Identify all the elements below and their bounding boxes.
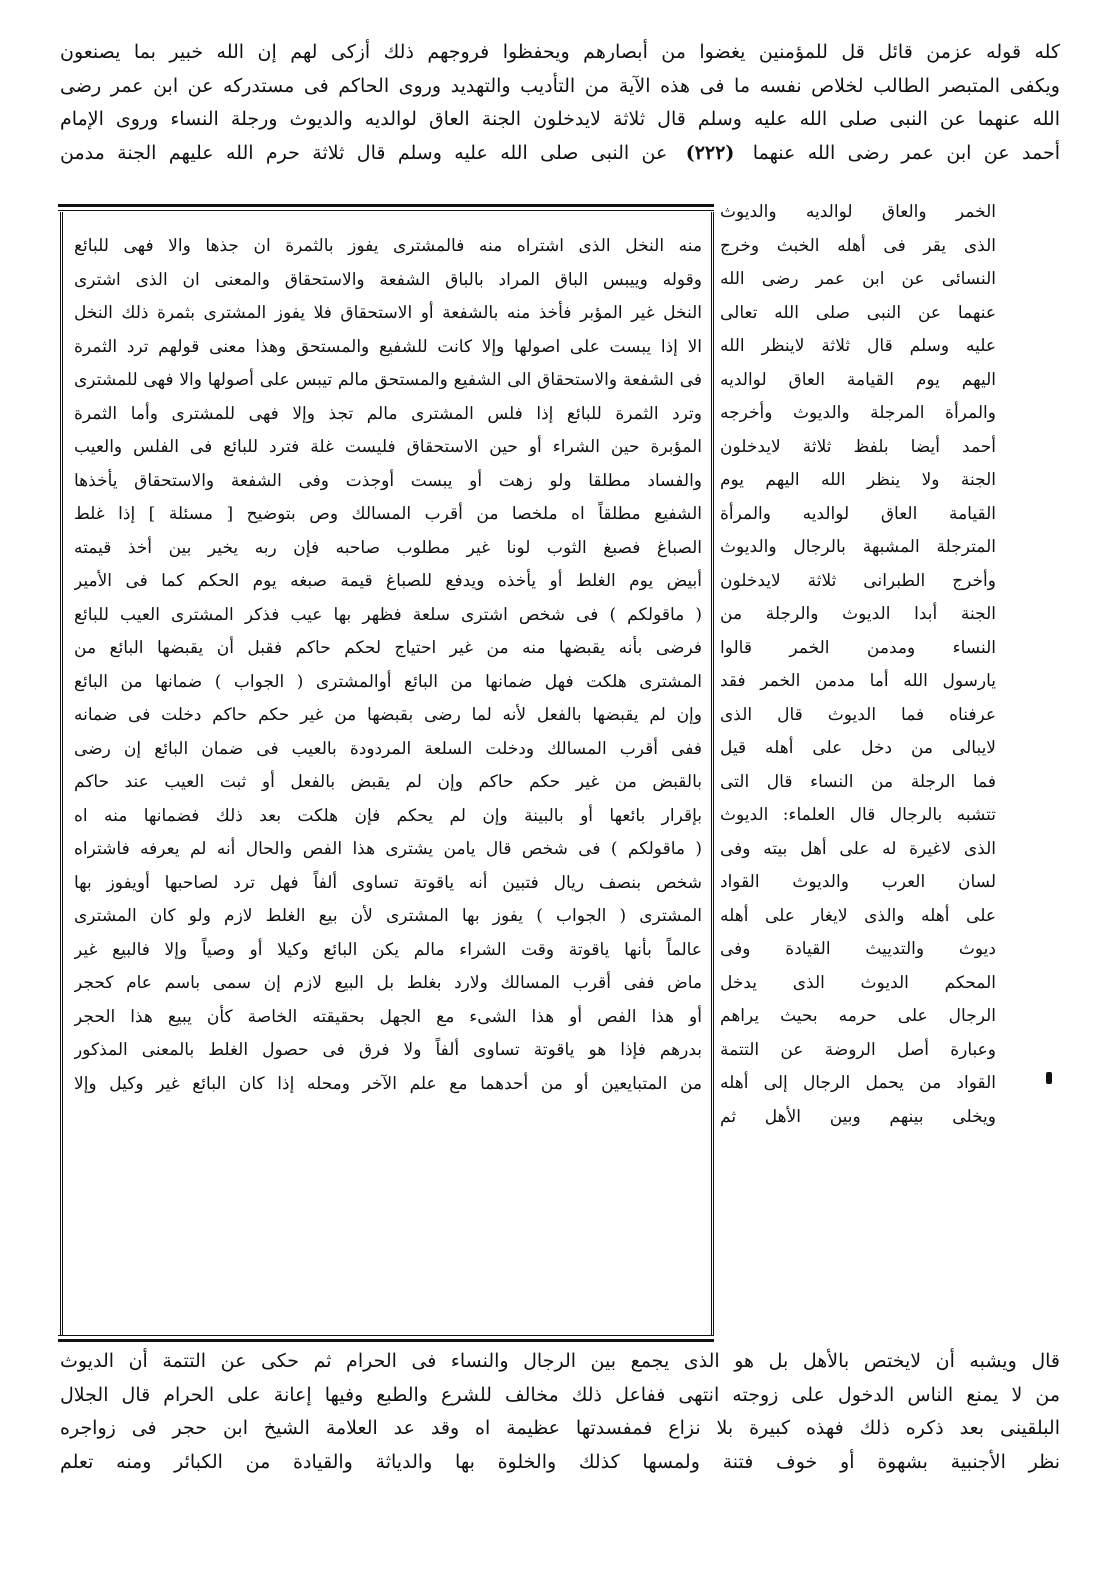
text-line: ويكفى المتبصر الطالب لخلاص نفسه ما فى هذه الآية من التأديب والتهديد وروى الحاكم فى مستدركه عن ابن عمر رضى bbox=[60, 74, 1060, 97]
commentary-line: فرضى بأنه يقبضها منه من غير احتياج لحكم حاكم فقبل أن يقبضها البائع من bbox=[74, 638, 702, 658]
commentary-line: فى الشفعة والاستحقاق الى الشفيع والمستحق مالم تيبس على أصولها والا فهى للمشترى bbox=[74, 370, 702, 390]
side-line: على أهله والذى لايغار على أهله bbox=[720, 905, 996, 926]
side-line: يارسول الله أما مدمن الخمر فقد bbox=[720, 671, 996, 691]
side-line: اليهم يوم القيامة العاق لوالديه bbox=[720, 369, 996, 390]
commentary-line: وقوله وييبس الباق المراد بالباق الشفعة والاستحقاق والمعنى ان الذى اشترى bbox=[74, 269, 702, 290]
side-line: تتشبه بالرجال قال العلماء: الديوث bbox=[720, 805, 996, 825]
side-line: ويخلى بينهم وبين الأهل ثم bbox=[720, 1106, 996, 1127]
commentary-line: النخل غير المؤبر فأخذ منه بالشفعة أو الاستحقاق فلا يفوز المشترى بثمرة ذلك النخل bbox=[74, 303, 702, 323]
page-number: (٢٢٢) bbox=[685, 141, 735, 164]
box-bottom-rule bbox=[58, 1339, 714, 1342]
side-line: وأخرج الطبرانى ثلاثة لايدخلون bbox=[720, 570, 996, 591]
text-line: البلقينى بعد ذكره ذلك فهذه كبيرة بلا نزاع فمفسدتها عظيمة اه وقد عد العلامة الشيخ ابن حجر فى زواجره bbox=[60, 1417, 1060, 1439]
commentary-line: بالقبض من غير حكم حاكم وإن لم يقبض بالفعل أو ثبت العيب عند حاكم bbox=[74, 772, 702, 792]
top-paragraph bbox=[60, 36, 1060, 170]
side-line: المترجلة المشبهة بالرجال والديوث bbox=[720, 537, 996, 557]
side-line: وعبارة أصل الروضة عن التتمة bbox=[720, 1039, 996, 1060]
side-line: الجنة أبدا الديوث والرجلة من bbox=[720, 604, 996, 624]
text-segment: عن النبى صلى الله عليه وسلم قال ثلاثة حرم الله عليهم الجنة مدمن bbox=[60, 141, 668, 164]
commentary-line: المشترى هلكت فهل ضمانها من البائع أوالمشترى ( الجواب ) ضمانها من البائع bbox=[74, 671, 702, 692]
text-line: قال ويشبه أن لايختص بالأهل بل هو الذى يجمع بين الرجال والنساء فى الحرام ثم حكى عن التتمة أن الديوث bbox=[60, 1350, 1060, 1372]
commentary-line: ( ماقولكم ) فى شخص اشترى سلعة فظهر بها عيب فذكر المشترى العيب للبائع bbox=[74, 604, 702, 625]
commentary-line: والفساد مطلقا ولو زهت أو يبست أوجذت وفى الشفعة والاستحقاق يأخذها bbox=[74, 470, 702, 491]
box-top-rule bbox=[58, 204, 714, 207]
commentary-line: أبيض يوم الغلط أو يأخذه ويدفع للصباغ قيمة صبغه يوم الحكم كما فى الأمير bbox=[74, 571, 702, 591]
side-line: والمرأة المرجلة والديوث وأخرجه bbox=[720, 403, 996, 423]
bottom-paragraph bbox=[60, 1345, 1060, 1479]
commentary-line: عالماً بأنها ياقوتة وقت الشراء مالم يكن البائع وكيلا أو وصياً وإلا فالبيع غير bbox=[74, 939, 702, 960]
text-segment: أحمد عن ابن عمر رضى الله عنهما bbox=[752, 141, 1060, 164]
commentary-line: أو هذا الفص أو هذا الشىء مع الجهل بحقيقته الخاصة كأن يبيع هذا الحجر bbox=[74, 1006, 702, 1027]
side-line: الذى يقر فى أهله الخبث وخرج bbox=[720, 235, 996, 256]
side-line: النساء ومدمن الخمر قالوا bbox=[720, 637, 996, 658]
commentary-line: الصباغ فصبغ الثوب لونا غير مطلوب صاحبه فإن ربه يخير بين أخذ قيمته bbox=[74, 537, 702, 558]
margin-commentary bbox=[74, 230, 702, 1101]
commentary-line: ماض ففى أقرب المسالك ولارد بغلط بل البيع لازم إن سمى باسم عام كحجر bbox=[74, 973, 702, 993]
text-line-with-page-number bbox=[60, 137, 1060, 171]
side-line: الجنة ولا ينظر الله اليهم يوم bbox=[720, 470, 996, 490]
side-line: أحمد أيضا بلفظ ثلاثة لايدخلون bbox=[720, 436, 996, 457]
commentary-line: ( ماقولكم ) فى شخص قال يامن يشترى هذا الفص والحال أنه لم يعرفه فاشتراه bbox=[74, 839, 702, 859]
commentary-line: بإقرار بائعها أو بالبينة وإن لم يحكم فإن هلكت بعد ذلك فضمانها منه اه bbox=[74, 805, 702, 826]
text-line: نظر الأجنبية بشهوة أو خوف فتنة ولمسها كذلك والخلوة بها والدياثة والقيادة من الكبائر ومنه تعلم bbox=[60, 1450, 1060, 1473]
commentary-line: المؤبرة حين الشراء أو حين الاستحقاق فليست غلة فترد للبائع فى الفلس والعيب bbox=[74, 437, 702, 457]
commentary-line: وإن لم يقبضها بالفعل لأنه لما رضى بقبضها من غير حكم حاكم دخلت فى ضمانه bbox=[74, 705, 702, 725]
side-line: الذى لاغيرة له على أهل بيته وفى bbox=[720, 838, 996, 859]
side-line: النسائى عن ابن عمر رضى الله bbox=[720, 269, 996, 289]
text-line: كله قوله عزمن قائل قل للمؤمنين يغضوا من أبصارهم ويحفظوا فروجهم ذلك أزكى لهم إن الله خبير بما يصنعون bbox=[60, 41, 1060, 63]
side-line: ديوث والتدييث القيادة وفى bbox=[720, 939, 996, 959]
commentary-line: شخص بنصف ريال فتبين أنه ياقوتة تساوى ألفاً فهل ترد لصاحبها أويفوز بها bbox=[74, 872, 702, 893]
side-line: عليه وسلم قال ثلاثة لاينظر الله bbox=[720, 336, 996, 356]
box-top-rule-thin bbox=[58, 210, 714, 211]
side-line: عرفناه فما الديوث قال الذى bbox=[720, 704, 996, 725]
text-line: الله عنهما عن النبى صلى الله عليه وسلم قال ثلاثة لايدخلون الجنة العاق لوالديه والديوث ورجلة النساء وروى الإمام bbox=[60, 108, 1060, 130]
side-line: الرجال على حرمه بحيث يراهم bbox=[720, 1006, 996, 1026]
side-line: لسان العرب والديوث القواد bbox=[720, 872, 996, 892]
commentary-line: الا إذا يبست على اصولها وإلا كانت للشفيع والمستحق وهذا معنى قولهم ترد الثمرة bbox=[74, 336, 702, 357]
commentary-line: بدرهم فإذا هو ياقوتة تساوى ألفاً ولا فرق فى حصول الغلط بالمعنى المذكور bbox=[74, 1040, 702, 1060]
text-line: من لا يمنع الناس الدخول على زوجته انتهى ففاعل ذلك مخالف للشرع والطبع وفيها إعانة على الحرام قال الجلال bbox=[60, 1383, 1060, 1406]
side-line: الخمر والعاق لوالديه والديوث bbox=[720, 202, 996, 222]
side-column bbox=[720, 196, 996, 1134]
commentary-line: منه النخل الذى اشتراه منه فالمشترى يفوز بالثمرة ان جذها والا فهى للبائع bbox=[74, 236, 702, 256]
side-line: المحكم الديوث الذى يدخل bbox=[720, 972, 996, 993]
side-line: عنهما عن النبى صلى الله تعالى bbox=[720, 302, 996, 323]
side-line: القيامة العاق لوالديه والمرأة bbox=[720, 503, 996, 524]
margin-ink-mark bbox=[1046, 1072, 1052, 1084]
commentary-line: من المتبايعين أو من أحدهما مع علم الآخر ومحله إذا كان البائع غير وكيل وإلا bbox=[74, 1073, 702, 1094]
side-line: فما الرجلة من النساء قال التى bbox=[720, 771, 996, 792]
commentary-line: ففى أقرب المسالك ودخلت السلعة المردودة بالعيب فى ضمان البائع إن رضى bbox=[74, 738, 702, 759]
commentary-line: وترد الثمرة للبائع إذا فلس المشترى مالم تجذ وإلا فهى للمشترى وأما الثمرة bbox=[74, 403, 702, 424]
box-bottom-rule-thin bbox=[58, 1335, 714, 1336]
side-line: القواد من يحمل الرجال إلى أهله bbox=[720, 1073, 996, 1093]
commentary-line: المشترى ( الجواب ) يفوز بها المشترى لأن بيع الغلط لازم ولو كان المشترى bbox=[74, 906, 702, 926]
side-line: لايبالى من دخل على أهله قيل bbox=[720, 738, 996, 758]
commentary-line: الشفيع مطلقاً اه ملخصا من أقرب المسالك وص بتوضيح [ مسئلة ] إذا غلط bbox=[74, 504, 702, 524]
